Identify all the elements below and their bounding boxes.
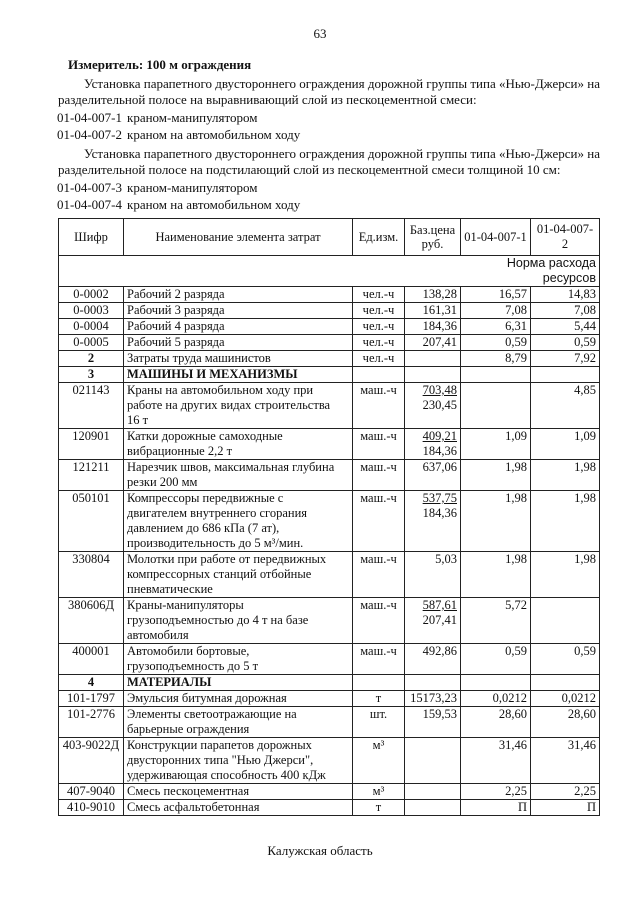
table-row xyxy=(59,429,600,460)
cell-col1: 0,0212 xyxy=(461,691,531,707)
cell-price xyxy=(405,552,461,598)
cell-price-line: 703,48 xyxy=(422,383,457,397)
cell-name-line: Смесь пескоцементная xyxy=(127,784,250,798)
cell-name xyxy=(124,429,353,460)
header-code: Шифр xyxy=(59,219,124,256)
cell-code: 0-0004 xyxy=(59,319,124,335)
group1-item-1 xyxy=(57,110,258,126)
cell-price-line: 161,31 xyxy=(422,303,457,317)
cell-code: 0-0002 xyxy=(59,287,124,303)
cell-name xyxy=(124,287,353,303)
cell-col1: 0,59 xyxy=(461,644,531,675)
cell-col1 xyxy=(461,383,531,429)
cell-unit: чел.-ч xyxy=(353,287,405,303)
cell-code: 4 xyxy=(59,675,124,691)
header-price-line2: руб. xyxy=(421,237,444,251)
cell-col1: 5,72 xyxy=(461,598,531,644)
item-code: 01-04-007-4 xyxy=(57,197,122,212)
table-row xyxy=(59,644,600,675)
table-row xyxy=(59,303,600,319)
table-row xyxy=(59,491,600,552)
cell-price-line: 587,61 xyxy=(422,598,457,612)
table-row xyxy=(59,460,600,491)
table-row xyxy=(59,319,600,335)
cell-name xyxy=(124,303,353,319)
cell-col1: 7,08 xyxy=(461,303,531,319)
cell-unit xyxy=(353,675,405,691)
cell-name-line: Рабочий 3 разряда xyxy=(127,303,225,317)
cell-code: 021143 xyxy=(59,383,124,429)
cell-col1: 1,98 xyxy=(461,491,531,552)
cell-name-line: давлением до 686 кПа (7 ат), xyxy=(127,521,280,535)
cell-name-line: вибрационные 2,2 т xyxy=(127,444,233,458)
cell-col2: 14,83 xyxy=(531,287,600,303)
cell-name-line: Компрессоры передвижные с xyxy=(127,491,284,505)
group1-item-2 xyxy=(57,127,300,143)
cell-col1: 31,46 xyxy=(461,738,531,784)
cell-name xyxy=(124,383,353,429)
cell-name-line: удерживающая способность 400 кДж xyxy=(127,768,326,782)
cell-name-line: пневматические xyxy=(127,582,213,596)
item-code: 01-04-007-1 xyxy=(57,110,122,125)
cell-col1: 8,79 xyxy=(461,351,531,367)
cell-name-line: резки 200 мм xyxy=(127,475,198,489)
section-row xyxy=(59,367,600,383)
cell-unit: м³ xyxy=(353,738,405,784)
table-header-row xyxy=(59,219,600,256)
cell-col2: 4,85 xyxy=(531,383,600,429)
cell-price xyxy=(405,319,461,335)
cell-col2: 0,59 xyxy=(531,644,600,675)
header-price-line1: Баз.цена xyxy=(409,223,456,237)
cell-code: 050101 xyxy=(59,491,124,552)
cell-name-line: Автомобили бортовые, xyxy=(127,644,250,658)
cell-unit: м³ xyxy=(353,784,405,800)
cell-unit: маш.-ч xyxy=(353,383,405,429)
cell-col2 xyxy=(531,367,600,383)
cell-col2: 7,08 xyxy=(531,303,600,319)
cell-price xyxy=(405,429,461,460)
cell-col2: 0,0212 xyxy=(531,691,600,707)
group2-item-2 xyxy=(57,197,300,213)
cell-unit: маш.-ч xyxy=(353,460,405,491)
cell-name-line: грузоподъемностью до 4 т на базе xyxy=(127,613,309,627)
cell-unit: чел.-ч xyxy=(353,303,405,319)
cell-price-line: 15173,23 xyxy=(410,691,457,705)
cell-name-line: Конструкции парапетов дорожных xyxy=(127,738,312,752)
cell-name-line: барьерные ограждения xyxy=(127,722,250,736)
cell-name-line: МАШИНЫ И МЕХАНИЗМЫ xyxy=(127,367,298,381)
cell-name xyxy=(124,675,353,691)
group2-item-1 xyxy=(57,180,258,196)
cell-col2: 1,09 xyxy=(531,429,600,460)
cell-name-line: Краны-манипуляторы xyxy=(127,598,244,612)
header-col1: 01-04-007-1 xyxy=(461,219,531,256)
header-price xyxy=(405,219,461,256)
cell-name-line: МАТЕРИАЛЫ xyxy=(127,675,212,689)
cell-unit: шт. xyxy=(353,707,405,738)
cell-code: 0-0003 xyxy=(59,303,124,319)
cell-col1: П xyxy=(461,800,531,816)
footer-region: Калужская область xyxy=(267,843,373,858)
cell-price-line: 207,41 xyxy=(422,613,457,627)
item-code: 01-04-007-2 xyxy=(57,127,122,142)
cell-name-line: двигателем внутреннего сгорания xyxy=(127,506,308,520)
cell-unit: т xyxy=(353,800,405,816)
table-row xyxy=(59,800,600,816)
cell-col1 xyxy=(461,675,531,691)
norm-spacer xyxy=(59,256,461,287)
table-row xyxy=(59,351,600,367)
cell-col1: 1,98 xyxy=(461,460,531,491)
cell-price xyxy=(405,335,461,351)
cell-col1: 6,31 xyxy=(461,319,531,335)
cell-name xyxy=(124,319,353,335)
group1-description-line1: Установка парапетного двустороннего ограждения дорожной группы типа «Нью-Джерси» на xyxy=(84,76,600,91)
cell-price-line: 409,21 xyxy=(422,429,457,443)
cell-price-line: 184,36 xyxy=(422,444,457,458)
cell-price-line: 492,86 xyxy=(422,644,457,658)
cell-name xyxy=(124,367,353,383)
cell-code: 403-9022Д xyxy=(59,738,124,784)
resource-table xyxy=(58,218,600,816)
cell-name-line: компрессорных станций отбойные xyxy=(127,567,312,581)
table-row xyxy=(59,707,600,738)
cell-col1: 0,59 xyxy=(461,335,531,351)
cell-col2 xyxy=(531,598,600,644)
cell-price-line: 537,75 xyxy=(422,491,457,505)
cell-name-line: Катки дорожные самоходные xyxy=(127,429,283,443)
cell-price xyxy=(405,598,461,644)
table-row xyxy=(59,287,600,303)
cell-code: 121211 xyxy=(59,460,124,491)
cell-price-line: 230,45 xyxy=(422,398,457,412)
cell-price-line: 184,36 xyxy=(422,506,457,520)
item-text: краном на автомобильном ходу xyxy=(127,197,301,212)
cell-col2: 0,59 xyxy=(531,335,600,351)
cell-code: 120901 xyxy=(59,429,124,460)
cell-code: 0-0005 xyxy=(59,335,124,351)
table-row xyxy=(59,335,600,351)
group2-description-line2: разделительной полосе на подстилающий слой из пескоцементной смеси толщиной 10 см: xyxy=(58,162,561,177)
cell-unit: маш.-ч xyxy=(353,598,405,644)
header-name: Наименование элемента затрат xyxy=(124,219,353,256)
cell-name-line: Эмульсия битумная дорожная xyxy=(127,691,287,705)
cell-col2: 1,98 xyxy=(531,552,600,598)
cell-price xyxy=(405,491,461,552)
cell-name-line: Рабочий 4 разряда xyxy=(127,319,225,333)
cell-price xyxy=(405,707,461,738)
cell-name-line: Затраты труда машинистов xyxy=(127,351,271,365)
cell-price xyxy=(405,383,461,429)
cell-col2: П xyxy=(531,800,600,816)
cell-name-line: 16 т xyxy=(127,413,149,427)
cell-price-line: 159,53 xyxy=(422,707,457,721)
cell-col1: 2,25 xyxy=(461,784,531,800)
cell-name xyxy=(124,691,353,707)
header-col2: 01-04-007-2 xyxy=(531,219,600,256)
cell-code: 380606Д xyxy=(59,598,124,644)
meter-label: Измеритель: 100 м ограждения xyxy=(68,57,252,72)
table-row xyxy=(59,738,600,784)
cell-price xyxy=(405,738,461,784)
cell-code: 410-9010 xyxy=(59,800,124,816)
cell-name xyxy=(124,800,353,816)
cell-name-line: двусторонних типа "Нью Джерси", xyxy=(127,753,314,767)
cell-col2: 1,98 xyxy=(531,460,600,491)
cell-col2: 28,60 xyxy=(531,707,600,738)
item-text: краном-манипулятором xyxy=(127,180,258,195)
cell-unit: чел.-ч xyxy=(353,319,405,335)
cell-unit: чел.-ч xyxy=(353,351,405,367)
cell-price-line: 637,06 xyxy=(422,460,457,474)
item-text: краном-манипулятором xyxy=(127,110,258,125)
cell-unit: маш.-ч xyxy=(353,552,405,598)
page-number: 63 xyxy=(313,26,327,41)
cell-name xyxy=(124,491,353,552)
cell-name xyxy=(124,738,353,784)
cell-code: 330804 xyxy=(59,552,124,598)
cell-name-line: Элементы светоотражающие на xyxy=(127,707,297,721)
cell-unit: т xyxy=(353,691,405,707)
cell-price xyxy=(405,460,461,491)
cell-col1: 1,98 xyxy=(461,552,531,598)
cell-unit: чел.-ч xyxy=(353,335,405,351)
cell-price xyxy=(405,303,461,319)
cell-code: 101-2776 xyxy=(59,707,124,738)
cell-col1: 28,60 xyxy=(461,707,531,738)
table-row xyxy=(59,598,600,644)
cell-name-line: Краны на автомобильном ходу при xyxy=(127,383,314,397)
cell-col2: 31,46 xyxy=(531,738,600,784)
group2-description-line1: Установка парапетного двустороннего ограждения дорожной группы типа «Нью-Джерси» на xyxy=(84,146,600,161)
cell-price xyxy=(405,691,461,707)
cell-col2: 7,92 xyxy=(531,351,600,367)
norm-label: Норма расхода ресурсов xyxy=(461,256,600,287)
cell-price-line: 207,41 xyxy=(422,335,457,349)
cell-col1: 16,57 xyxy=(461,287,531,303)
table-row xyxy=(59,383,600,429)
cell-code: 101-1797 xyxy=(59,691,124,707)
cell-name xyxy=(124,784,353,800)
table-row xyxy=(59,552,600,598)
cell-price-line: 5,03 xyxy=(435,552,457,566)
cell-col2 xyxy=(531,675,600,691)
cell-unit: маш.-ч xyxy=(353,491,405,552)
cell-name xyxy=(124,707,353,738)
cell-unit xyxy=(353,367,405,383)
cell-price-line: 138,28 xyxy=(422,287,457,301)
cell-price xyxy=(405,351,461,367)
cell-unit: маш.-ч xyxy=(353,644,405,675)
table-row xyxy=(59,691,600,707)
cell-col2: 1,98 xyxy=(531,491,600,552)
cell-name-line: Рабочий 5 разряда xyxy=(127,335,225,349)
table-row xyxy=(59,784,600,800)
cell-code: 407-9040 xyxy=(59,784,124,800)
norm-row xyxy=(59,256,600,287)
cell-code: 2 xyxy=(59,351,124,367)
cell-col1 xyxy=(461,367,531,383)
cell-price xyxy=(405,287,461,303)
cell-unit: маш.-ч xyxy=(353,429,405,460)
cell-price-line: 184,36 xyxy=(422,319,457,333)
cell-col2: 2,25 xyxy=(531,784,600,800)
section-row xyxy=(59,675,600,691)
cell-name-line: работе на других видах строительства xyxy=(127,398,331,412)
cell-price xyxy=(405,675,461,691)
cell-name-line: Молотки при работе от передвижных xyxy=(127,552,327,566)
cell-name-line: производительность до 5 м³/мин. xyxy=(127,536,304,550)
cell-name-line: Нарезчик швов, максимальная глубина xyxy=(127,460,335,474)
cell-price xyxy=(405,784,461,800)
cell-name-line: автомобиля xyxy=(127,628,189,642)
cell-name xyxy=(124,335,353,351)
cell-name-line: грузоподъемность до 5 т xyxy=(127,659,259,673)
item-code: 01-04-007-3 xyxy=(57,180,122,195)
cell-col1: 1,09 xyxy=(461,429,531,460)
cell-name xyxy=(124,598,353,644)
cell-price xyxy=(405,800,461,816)
group1-description-line2: разделительной полосе на выравнивающий слой из пескоцементной смеси: xyxy=(58,92,477,107)
cell-code: 3 xyxy=(59,367,124,383)
header-unit: Ед.изм. xyxy=(353,219,405,256)
cell-name xyxy=(124,460,353,491)
item-text: краном на автомобильном ходу xyxy=(127,127,301,142)
cell-price xyxy=(405,644,461,675)
cell-col2: 5,44 xyxy=(531,319,600,335)
cell-name-line: Смесь асфальтобетонная xyxy=(127,800,260,814)
cell-name xyxy=(124,552,353,598)
cell-price xyxy=(405,367,461,383)
cell-name-line: Рабочий 2 разряда xyxy=(127,287,225,301)
cell-code: 400001 xyxy=(59,644,124,675)
cell-name xyxy=(124,644,353,675)
cell-name xyxy=(124,351,353,367)
